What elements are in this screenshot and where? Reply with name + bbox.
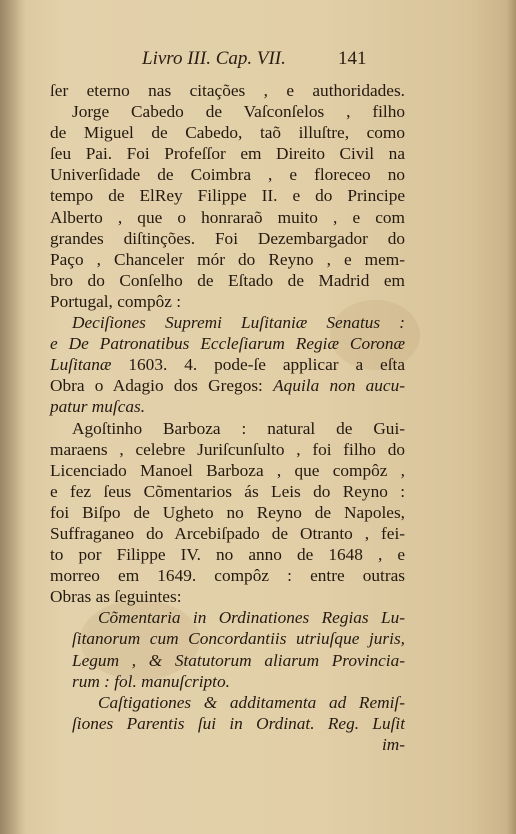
text-line: Cõmentaria in Ordinationes Regias Lu- xyxy=(98,608,405,628)
text-line: tempo de ElRey Filippe II. e do Principe xyxy=(50,186,405,206)
text-line: Alberto , que o honraraõ muito , e com xyxy=(50,207,405,227)
text-line: ſiones Parentis ſui in Ordinat. Reg. Luſit xyxy=(72,713,405,733)
roman-span: Obra o Adagio dos Gregos: xyxy=(50,376,274,396)
text-line: e De Patronatibus Eccleſiarum Regiæ Coronæ xyxy=(50,334,405,354)
text-line: Univerſidade de Coimbra , e floreceo no xyxy=(50,165,405,185)
text-line: morreo em 1649. compôz : entre outras xyxy=(50,566,405,586)
text-line: patur muſcas. xyxy=(50,397,146,417)
text-line: Agoſtinho Barboza : natural de Gui- xyxy=(72,418,405,438)
text-line: grandes diſtinções. Foi Dezembargador do xyxy=(50,228,405,248)
text-line: rum : fol. manuſcripto. xyxy=(72,671,230,691)
spine-shadow xyxy=(0,0,26,834)
text-line: Legum , & Statutorum aliarum Provincia- xyxy=(72,650,405,670)
page-number: 141 xyxy=(338,48,367,69)
running-header xyxy=(120,48,410,72)
text-line: Caſtigationes & additamenta ad Remiſ- xyxy=(98,692,405,712)
roman-span: 1603. 4. pode-ſe applicar a eſta xyxy=(111,355,405,375)
text-line: ſitanorum cum Concordantiis utriuſque juris, xyxy=(72,629,405,649)
text-line xyxy=(50,354,405,375)
text-line: Suffraganeo do Arcebiſpado de Otranto , fei- xyxy=(50,523,405,543)
text-line: Jorge Cabedo de Vaſconſelos , filho xyxy=(72,102,405,122)
text-line: Deciſiones Supremi Luſitaniæ Senatus : xyxy=(72,313,405,333)
text-line xyxy=(50,375,405,396)
text-line: ſeu Pai. Foi Profeſſor em Direito Civil na xyxy=(50,144,405,164)
text-line: to por Filippe IV. no anno de 1648 , e xyxy=(50,545,405,565)
text-line: e fez ſeus Cõmentarios ás Leis do Reyno : xyxy=(50,481,405,501)
text-line: Licenciado Manoel Barboza , que compôz , xyxy=(50,460,405,480)
text-line: ſer eterno nas citações , e authoridades. xyxy=(50,81,405,100)
body-text xyxy=(50,80,405,755)
text-line: de Miguel de Cabedo, taõ illuſtre, como xyxy=(50,123,405,143)
italic-span: Aquila non aucu- xyxy=(273,376,405,396)
running-title: Livro III. Cap. VII. xyxy=(142,48,286,69)
italic-span: Luſitanæ xyxy=(50,355,112,375)
catchword: im- xyxy=(381,734,405,754)
text-line: foi Biſpo de Ugheto no Reyno de Napoles, xyxy=(50,502,405,522)
text-line: Obras as ſeguintes: xyxy=(50,587,182,607)
text-line: Portugal, compôz : xyxy=(50,291,182,311)
text-line: bro do Conſelho de Eſtado de Madrid em xyxy=(50,270,405,290)
page-edge xyxy=(506,0,516,834)
text-line: Paço , Chanceler mór do Reyno , e mem- xyxy=(50,249,405,269)
text-line: maraens , celebre Juriſcunſulto , foi filho do xyxy=(50,439,405,459)
